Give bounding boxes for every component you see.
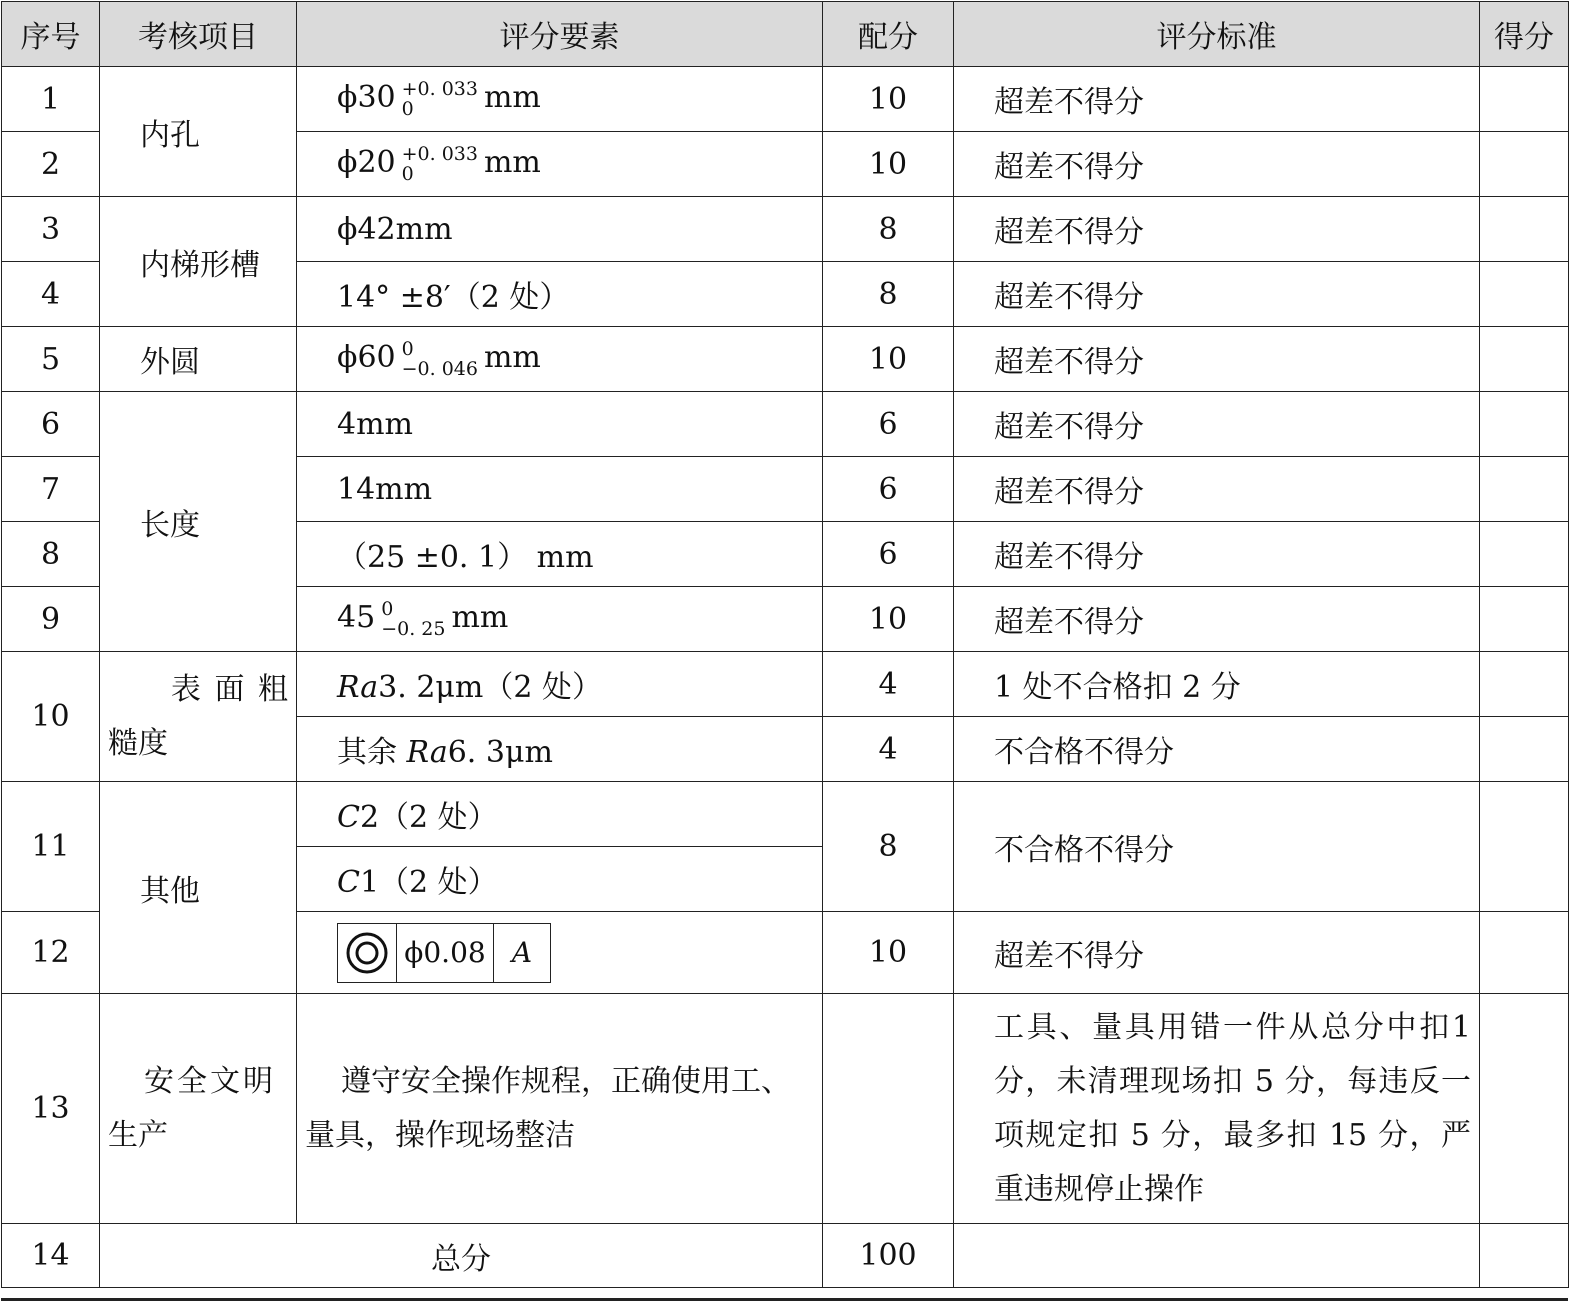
item-cell: 外圆 [100,327,297,392]
element-cell [297,717,823,782]
symbol-text: Ra [406,735,448,770]
points-cell: 8 [823,262,954,327]
table-row [2,67,1569,132]
unit: mm [483,340,541,375]
points-cell: 4 [823,652,954,717]
item-cell: 其他 [100,782,297,994]
points-cell: 10 [823,132,954,197]
points-cell: 6 [823,392,954,457]
unit: mm [451,600,509,635]
element-line-1: 遵守安全操作规程，正确使用工、 [341,1063,791,1099]
points-cell: 6 [823,457,954,522]
symbol-text: C [337,800,360,835]
seq-cell: 11 [2,782,100,912]
element-cell: 14mm [297,457,823,522]
standard-cell: 超差不得分 [954,262,1480,327]
seq-cell: 14 [2,1224,100,1288]
element-cell [297,912,823,994]
table-header-row [2,2,1569,67]
element-cell: 14° ±8′（2 处） [297,262,823,327]
seq-cell: 7 [2,457,100,522]
total-label: 总分 [100,1224,823,1288]
tolerance-value: ϕ0.08 [397,924,494,982]
element-cell [297,652,823,717]
header-item: 考核项目 [100,2,297,67]
item-cell: 长度 [100,392,297,652]
element-value: ϕ20 [337,145,396,180]
unit: mm [483,145,541,180]
points-cell: 10 [823,912,954,994]
score-cell[interactable] [1480,1224,1569,1288]
element-value: ϕ30 [337,80,396,115]
standard-cell: 超差不得分 [954,327,1480,392]
tolerance-upper: +0. 033 [401,143,478,165]
element-cell [297,132,823,197]
tolerance-upper: 0 [401,338,414,360]
concentricity-icon [338,924,397,982]
standard-cell: 不合格不得分 [954,782,1480,912]
element-line-2: 量具，操作现场整洁 [305,1117,575,1153]
points-cell: 8 [823,782,954,912]
seq-cell: 12 [2,912,100,994]
header-element: 评分要素 [297,2,823,67]
datum-reference: A [511,936,533,969]
score-cell[interactable] [1480,912,1569,994]
seq-cell: 3 [2,197,100,262]
item-cell: 内孔 [100,67,297,197]
feature-control-frame [337,923,551,983]
table-row [2,392,1569,457]
item-cell [100,652,297,782]
standard-text: 工具、量具用错一件从总分中扣1 分，未清理现场扣 5 分，每违反一项规定扣 5 分，最多扣 15 分，严重违规停止操作 [994,1009,1471,1207]
element-cell [297,847,823,912]
element-prefix: 其余 [337,735,407,770]
header-score: 得分 [1480,2,1569,67]
seq-cell: 9 [2,587,100,652]
item-line-2: 糙度 [108,725,168,761]
points-cell [823,994,954,1224]
header-standard: 评分标准 [954,2,1480,67]
seq-cell: 2 [2,132,100,197]
standard-cell: 超差不得分 [954,67,1480,132]
element-value: 2（2 处） [359,800,498,835]
symbol-text: C [337,865,360,900]
standard-cell [954,1224,1480,1288]
table-row [2,652,1569,717]
table-row [2,994,1569,1224]
score-cell[interactable] [1480,587,1569,652]
element-cell: （25 ±0. 1） mm [297,522,823,587]
score-cell[interactable] [1480,67,1569,132]
element-value: 45 [337,600,376,635]
element-value: 6. 3μm [447,735,553,770]
standard-cell: 超差不得分 [954,392,1480,457]
seq-cell: 8 [2,522,100,587]
tolerance [402,339,478,379]
standard-cell: 超差不得分 [954,912,1480,994]
element-value: 3. 2μm（2 处） [378,670,602,705]
element-cell [297,67,823,132]
points-cell: 10 [823,67,954,132]
header-seq: 序号 [2,2,100,67]
tolerance-lower: −0. 046 [401,358,478,380]
score-cell[interactable] [1480,262,1569,327]
tolerance [381,599,445,639]
unit: mm [483,80,541,115]
element-cell [297,782,823,847]
item-cell [100,994,297,1224]
score-cell[interactable] [1480,717,1569,782]
standard-cell: 超差不得分 [954,587,1480,652]
element-cell [297,327,823,392]
tolerance-upper: 0 [381,598,394,620]
standard-cell [954,994,1480,1224]
seq-cell: 1 [2,67,100,132]
score-cell[interactable] [1480,327,1569,392]
bottom-rule [1,1298,1568,1301]
table-row [2,197,1569,262]
seq-cell: 6 [2,392,100,457]
seq-cell: 4 [2,262,100,327]
score-cell[interactable] [1480,132,1569,197]
symbol-text: Ra [337,670,379,705]
element-value: ϕ60 [337,340,396,375]
tolerance-lower: 0 [401,98,414,120]
seq-cell: 5 [2,327,100,392]
table-row [2,327,1569,392]
tolerance-lower: 0 [401,163,414,185]
standard-cell: 超差不得分 [954,457,1480,522]
points-cell: 8 [823,197,954,262]
element-cell [297,994,823,1224]
table-row [2,782,1569,847]
standard-cell: 不合格不得分 [954,717,1480,782]
standard-cell: 超差不得分 [954,197,1480,262]
score-cell[interactable] [1480,392,1569,457]
points-cell: 100 [823,1224,954,1288]
item-line-1: 安全文明 [144,1063,276,1099]
seq-cell: 10 [2,652,100,782]
score-cell[interactable] [1480,652,1569,717]
header-points: 配分 [823,2,954,67]
item-line-1: 表 面 粗 [170,671,290,707]
points-cell: 4 [823,717,954,782]
score-cell[interactable] [1480,782,1569,912]
points-cell: 6 [823,522,954,587]
element-cell [297,587,823,652]
standard-cell: 超差不得分 [954,132,1480,197]
score-cell[interactable] [1480,197,1569,262]
score-cell[interactable] [1480,457,1569,522]
element-cell: ϕ42mm [297,197,823,262]
element-value: 1（2 处） [359,865,498,900]
standard-cell: 1 处不合格扣 2 分 [954,652,1480,717]
standard-cell: 超差不得分 [954,522,1480,587]
points-cell: 10 [823,327,954,392]
item-line-2: 生产 [108,1117,168,1153]
score-cell[interactable] [1480,522,1569,587]
tolerance [402,79,478,119]
grading-table [1,1,1569,1288]
points-cell: 10 [823,587,954,652]
table-row [2,1224,1569,1288]
seq-cell: 13 [2,994,100,1224]
tolerance-upper: +0. 033 [401,78,478,100]
tolerance-lower: −0. 25 [381,618,446,640]
item-cell: 内梯形槽 [100,197,297,327]
element-cell: 4mm [297,392,823,457]
tolerance [402,144,478,184]
score-cell[interactable] [1480,994,1569,1224]
